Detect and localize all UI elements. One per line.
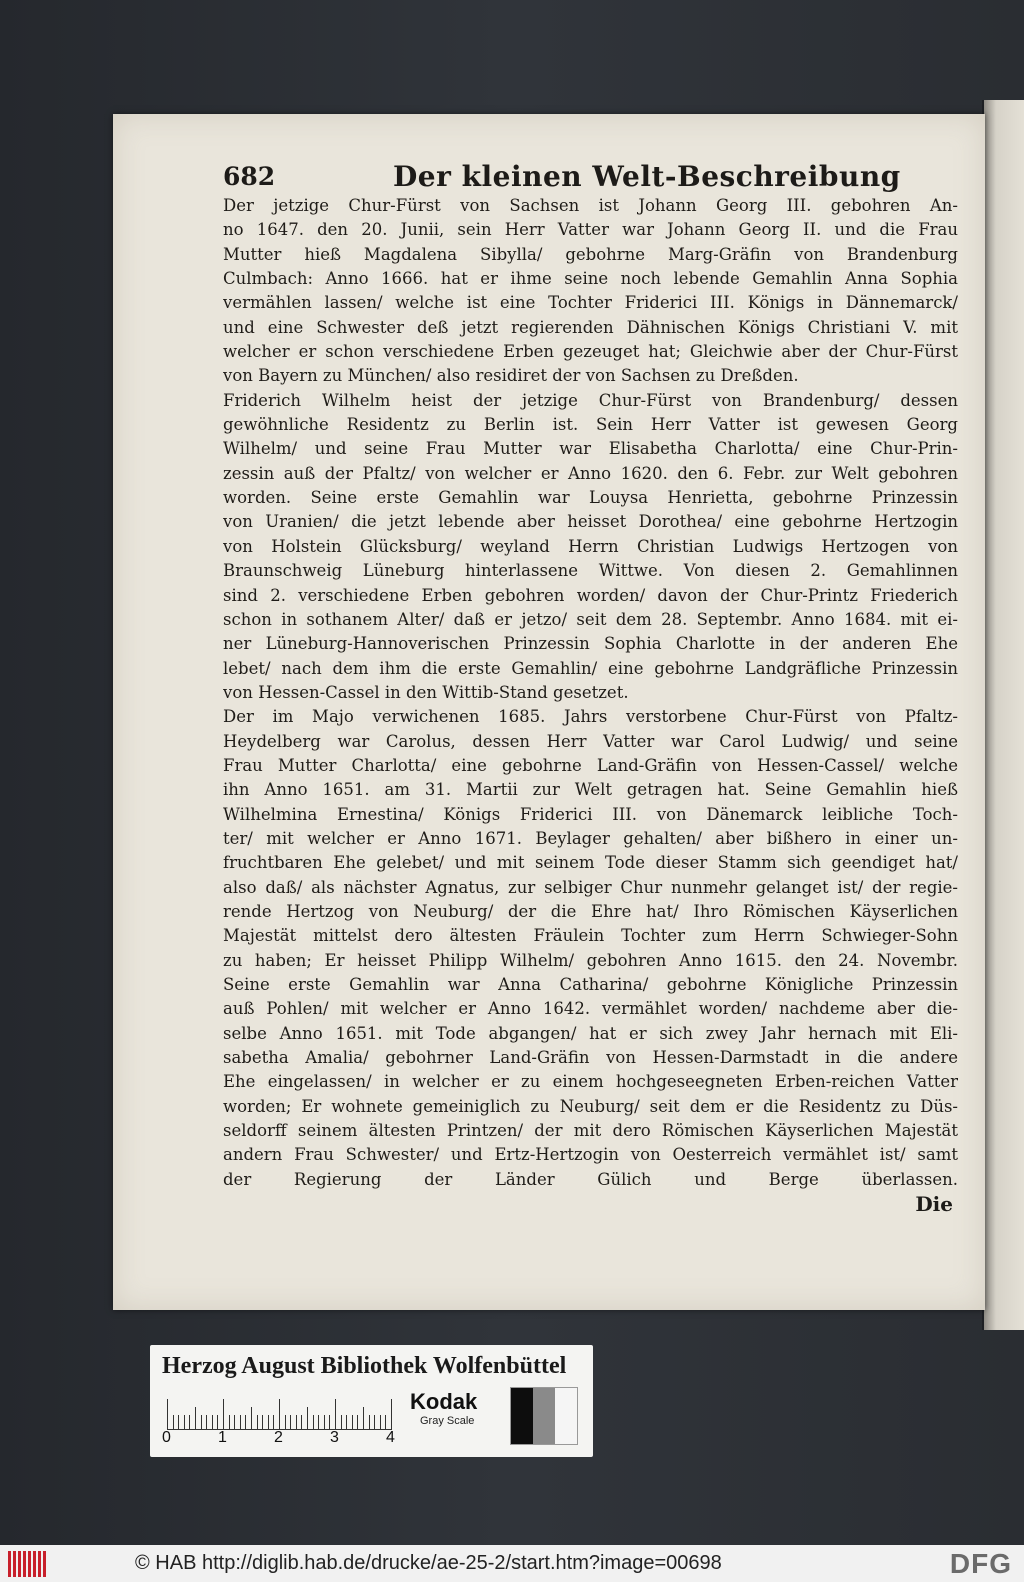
ruler-tick: [195, 1407, 196, 1429]
ruler-tick: [167, 1399, 168, 1429]
ruler-tick: [301, 1415, 302, 1429]
ruler-tick: [341, 1415, 342, 1429]
text-line: ihn Anno 1651. am 31. Martii zur Welt getragen hat. Seine Gemahlin hieß: [223, 780, 958, 800]
ruler-tick: [285, 1415, 286, 1429]
text-line: lebet/ nach dem ihm die erste Gemahlin/ eine gebohrne Landgräfliche Prinzessin: [223, 658, 958, 678]
text-line: andern Frau Schwester/ und Ertz-Hertzogin von Oesterreich vermählet ist/ samt: [223, 1145, 958, 1165]
dfg-logo: DFG: [949, 1548, 1012, 1579]
text-line: Heydelberg war Carolus, dessen Herr Vatter war Carol Ludwig/ und seine: [223, 731, 958, 751]
ruler-tick: [240, 1415, 241, 1429]
ruler-tick: [184, 1415, 185, 1429]
text-line: gewöhnliche Residentz zu Berlin ist. Sein Herr Vatter ist gewesen Georg: [223, 415, 958, 435]
text-line: Wilhelm/ und seine Frau Mutter war Elisabetha Charlotta/ eine Chur-Prin-: [223, 439, 958, 459]
page-number: 682: [223, 162, 276, 191]
ruler-tick: [178, 1415, 179, 1429]
gray-swatch: [533, 1388, 555, 1444]
ruler-number: 3: [330, 1429, 339, 1446]
ruler-number: 0: [162, 1429, 171, 1446]
text-line: Wilhelmina Ernestina/ Königs Friderici III. von Dänemarck leibliche Toch-: [223, 804, 958, 824]
text-line: von Uranien/ die jetzt lebende aber heisset Dorothea/ eine gebohrne Hertzogin: [223, 512, 958, 532]
text-line: von Holstein Glücksburg/ weyland Herrn Christian Ludwigs Hertzogen von: [223, 536, 958, 556]
ruler-tick: [223, 1399, 224, 1429]
text-line: Der jetzige Chur-Fürst von Sachsen ist Johann Georg III. gebohren An-: [223, 196, 958, 215]
text-line: Braunschweig Lüneburg hinterlassene Wittwe. Von diesen 2. Gemahlinnen: [223, 561, 958, 581]
ruler-tick: [385, 1415, 386, 1429]
ruler-tick: [245, 1415, 246, 1429]
text-line: zu haben; Er heisset Philipp Wilhelm/ gebohren Anno 1615. den 24. Novembr.: [223, 950, 958, 970]
gray-swatch: [555, 1388, 577, 1444]
ruler-tick: [329, 1415, 330, 1429]
ruler-tick: [206, 1415, 207, 1429]
text-line: von Hessen-Cassel in den Wittib-Stand gesetzet.: [223, 682, 629, 702]
text-line: Friderich Wilhelm heist der jetzige Chur-Fürst von Brandenburg/ dessen: [223, 390, 958, 410]
library-name: Herzog August Bibliothek Wolfenbüttel: [162, 1353, 567, 1379]
book-page: [113, 114, 985, 1310]
ruler-tick: [313, 1415, 314, 1429]
ruler-tick: [369, 1415, 370, 1429]
ruler-tick: [335, 1399, 336, 1429]
ruler-tick: [307, 1407, 308, 1429]
adjacent-page-edge: [982, 100, 1024, 1330]
text-line: Der im Majo verwichenen 1685. Jahrs verstorbene Chur-Fürst von Pfaltz-: [223, 707, 958, 727]
ruler-number: 4: [386, 1429, 395, 1446]
ruler-tick: [212, 1415, 213, 1429]
ruler-scale: [167, 1393, 392, 1430]
ruler-tick: [363, 1407, 364, 1429]
text-line: no 1647. den 20. Junii, sein Herr Vatter war Johann Georg II. und die Frau: [223, 220, 958, 240]
ruler-tick: [217, 1415, 218, 1429]
ruler-tick: [234, 1415, 235, 1429]
ruler-tick: [201, 1415, 202, 1429]
text-line: Seine erste Gemahlin war Anna Catharina/ gebohrne Königliche Prinzessin: [223, 975, 958, 994]
text-line: Mutter hieß Magdalena Sibylla/ gebohrne Marg-Gräfin von Brandenburg: [223, 244, 958, 264]
ruler-tick: [346, 1415, 347, 1429]
catchword: Die: [915, 1192, 953, 1216]
ruler-tick: [173, 1415, 174, 1429]
barcode-icon: [8, 1551, 48, 1577]
ruler-tick: [352, 1415, 353, 1429]
running-head: Der kleinen Welt-Beschreibung: [393, 160, 901, 193]
library-label-card: [150, 1345, 593, 1457]
footer-bar: [0, 1545, 1024, 1582]
gray-swatch: [511, 1388, 533, 1444]
text-line: also daß/ als nächster Agnatus, zur selbiger Chur nunmehr gelanget ist/ der regie-: [223, 877, 958, 897]
text-line: der Regierung der Länder Gülich und Berge überlassen.: [223, 1169, 958, 1189]
ruler-tick: [279, 1399, 280, 1429]
text-line: welcher er schon verschiedene Erben gezeuget hat; Gleichwie aber der Chur-Fürst: [223, 342, 958, 362]
text-line: worden. Seine erste Gemahlin war Louysa Henrietta, gebohrne Prinzessin: [223, 488, 958, 508]
ruler-tick: [357, 1415, 358, 1429]
text-line: Frau Mutter Charlotta/ eine gebohrne Land-Gräfin von Hessen-Cassel/ welche: [223, 755, 958, 775]
text-line: ner Lüneburg-Hannoverischen Prinzessin Sophia Charlotte in der anderen Ehe: [223, 634, 958, 654]
text-line: Majestät mittelst dero ältesten Fräulein Tochter zum Herrn Schwieger-Sohn: [223, 926, 958, 946]
text-line: von Bayern zu München/ also residiret der von Sachsen zu Dreßden.: [223, 366, 799, 386]
page-header: [223, 158, 923, 198]
ruler-tick: [290, 1415, 291, 1429]
body-text: [223, 194, 958, 1192]
ruler-tick: [189, 1415, 190, 1429]
kodak-logo: Kodak: [410, 1389, 478, 1414]
ruler-number: 1: [218, 1429, 227, 1446]
ruler-tick: [251, 1407, 252, 1429]
text-line: schon in sothanem Alter/ daß er jetzo/ seit dem 28. Septembr. Anno 1684. mit ei-: [223, 609, 958, 629]
text-line: selbe Anno 1651. mit Tode abgangen/ hat er sich zwey Jahr hernach mit Eli-: [223, 1023, 958, 1043]
ruler-tick: [318, 1415, 319, 1429]
ruler-tick: [324, 1415, 325, 1429]
text-line: zessin auß der Pfaltz/ von welcher er Anno 1620. den 6. Febr. zur Welt gebohren: [223, 463, 958, 483]
ruler-tick: [296, 1415, 297, 1429]
text-line: fruchtbaren Ehe gelebet/ und mit seinem Tode dieser Stamm sich geendiget hat/: [223, 853, 958, 873]
ruler-tick: [229, 1415, 230, 1429]
ruler-tick: [257, 1415, 258, 1429]
text-line: Ehe eingelassen/ in welcher er zu einem hochgeseegneten Erben-reichen Vatter: [223, 1072, 958, 1092]
text-line: ter/ mit welcher er Anno 1671. Beylager gehalten/ aber bißhero in einer un-: [223, 828, 958, 848]
text-line: Culmbach: Anno 1666. hat er ihme seine noch lebende Gemahlin Anna Sophia: [223, 269, 958, 289]
ruler-tick: [273, 1415, 274, 1429]
text-line: seldorff seinem ältesten Printzen/ der mit dero Römischen Käyserlichen Majestät: [223, 1121, 958, 1141]
text-line: worden; Er wohnete gemeiniglich zu Neuburg/ seit dem er die Residentz zu Düs-: [223, 1096, 958, 1116]
text-line: vermählen lassen/ welche ist eine Tochter Friderici III. Königs in Dännemarck/: [223, 293, 958, 313]
ruler-tick: [391, 1399, 392, 1429]
ruler-tick: [374, 1415, 375, 1429]
text-line: auß Pohlen/ mit welcher er Anno 1642. vermählet worden/ nachdeme aber die-: [223, 999, 958, 1019]
kodak-grayscale-caption: Gray Scale: [420, 1415, 475, 1427]
text-line: rende Hertzog von Neuburg/ der die Ehre hat/ Ihro Römischen Käyserlichen: [223, 901, 958, 921]
ruler-number: 2: [274, 1429, 283, 1446]
measurement-ruler: [162, 1393, 402, 1453]
footer-copyright-link[interactable]: © HAB http://diglib.hab.de/drucke/ae-25-2/start.htm?image=00698: [135, 1552, 722, 1574]
ruler-tick: [268, 1415, 269, 1429]
ruler-tick: [380, 1415, 381, 1429]
text-line: sabetha Amalia/ gebohrner Land-Gräfin von Hessen-Darmstadt in die andere: [223, 1048, 958, 1068]
text-line: und eine Schwester deß jetzt regierenden Dähnischen Königs Christiani V. mit: [223, 317, 958, 337]
grayscale-target: [510, 1387, 578, 1445]
ruler-tick: [262, 1415, 263, 1429]
text-line: sind 2. verschiedene Erben gebohren worden/ davon der Chur-Printz Friederich: [223, 585, 958, 605]
